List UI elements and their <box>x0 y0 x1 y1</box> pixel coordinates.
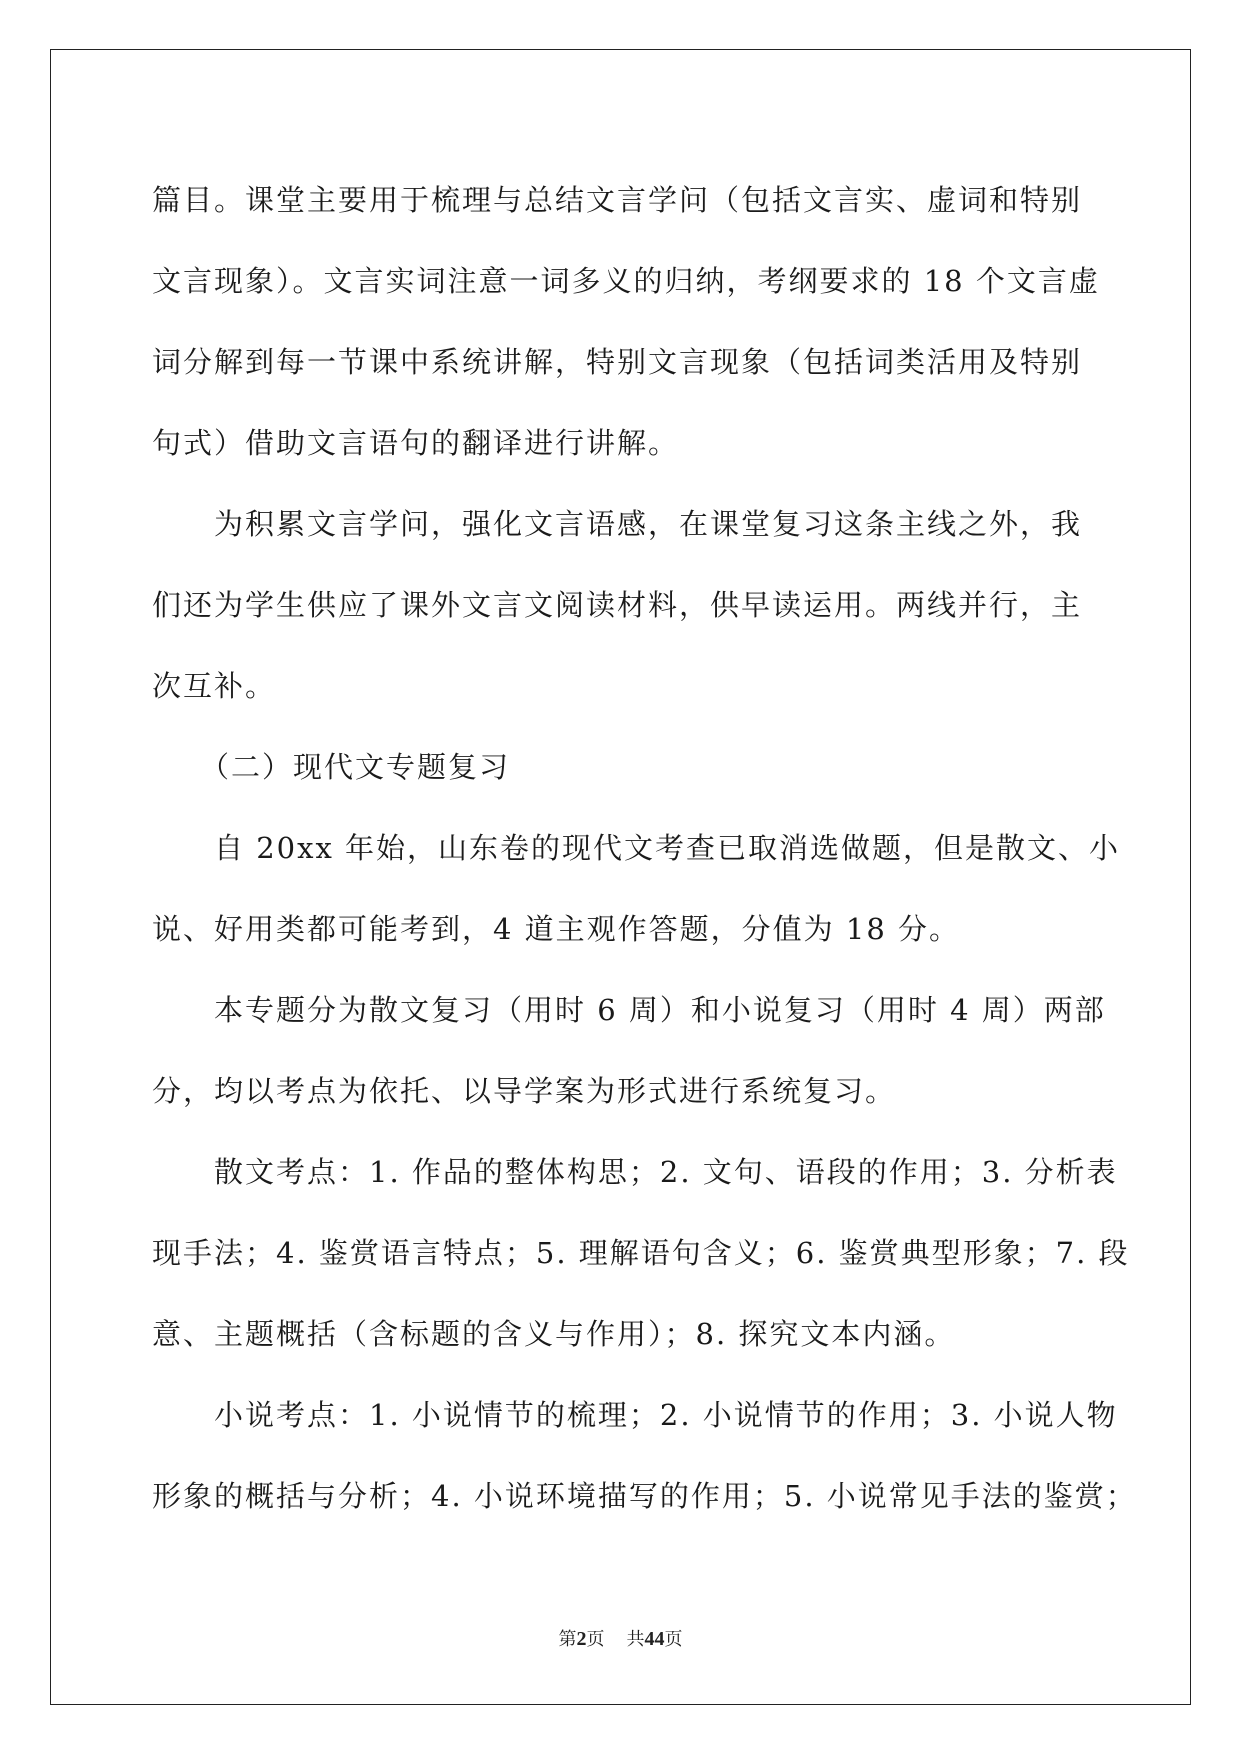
document-body <box>152 160 1137 1537</box>
text-line: 篇目。课堂主要用于梳理与总结文言学问（包括文言实、虚词和特别 <box>152 183 1083 217</box>
footer-total-suffix: 页 <box>664 1629 683 1650</box>
paragraph-exam-format <box>152 808 1121 970</box>
total-pages-number: 44 <box>644 1628 665 1650</box>
footer-prefix: 第 <box>558 1629 577 1650</box>
text-line: 形象的概括与分析；4. 小说环境描写的作用；5. 小说常见手法的鉴赏； <box>152 1479 1137 1513</box>
text-line: 自 20xx 年始，山东卷的现代文考查已取消选做题，但是散文、小 <box>214 831 1121 865</box>
paragraph-novel-points <box>152 1375 1137 1537</box>
text-line: 为积累文言学问，强化文言语感，在课堂复习这条主线之外，我 <box>214 507 1083 541</box>
text-line: 意、主题概括（含标题的含义与作用）；8. 探究文本内涵。 <box>152 1317 956 1351</box>
text-line: 文言现象）。文言实词注意一词多义的归纳，考纲要求的 18 个文言虚 <box>152 264 1100 298</box>
text-line: 们还为学生供应了课外文言文阅读材料，供早读运用。两线并行，主 <box>152 588 1083 622</box>
text-line: 词分解到每一节课中系统讲解，特别文言现象（包括词类活用及特别 <box>152 345 1083 379</box>
text-line: 散文考点：1. 作品的整体构思；2. 文句、语段的作用；3. 分析表 <box>214 1155 1118 1189</box>
footer-total-prefix: 共 <box>626 1629 645 1650</box>
paragraph-prose-points <box>152 1132 1130 1375</box>
paragraph-extra-reading <box>152 484 1092 727</box>
heading-text: （二）现代文专题复习 <box>200 750 511 784</box>
text-line: 现手法；4. 鉴赏语言特点；5. 理解语句含义；6. 鉴赏典型形象；7. 段 <box>152 1236 1130 1270</box>
section-heading-modern-prose <box>152 727 1092 808</box>
text-line: 说、好用类都可能考到，4 道主观作答题，分值为 18 分。 <box>152 912 961 946</box>
text-line: 分，均以考点为依托、以导学案为形式进行系统复习。 <box>152 1074 897 1108</box>
text-line: 小说考点：1. 小说情节的梳理；2. 小说情节的作用；3. 小说人物 <box>214 1398 1118 1432</box>
current-page-number: 2 <box>576 1628 587 1650</box>
text-line: 本专题分为散文复习（用时 6 周）和小说复习（用时 4 周）两部 <box>214 993 1106 1027</box>
paragraph-classical-review <box>152 160 1100 484</box>
paragraph-topic-split <box>152 970 1106 1132</box>
page-footer <box>0 1625 1241 1651</box>
footer-page-suffix: 页 <box>586 1629 605 1650</box>
text-line: 次互补。 <box>152 669 277 703</box>
text-line: 句式）借助文言语句的翻译进行讲解。 <box>152 426 680 460</box>
